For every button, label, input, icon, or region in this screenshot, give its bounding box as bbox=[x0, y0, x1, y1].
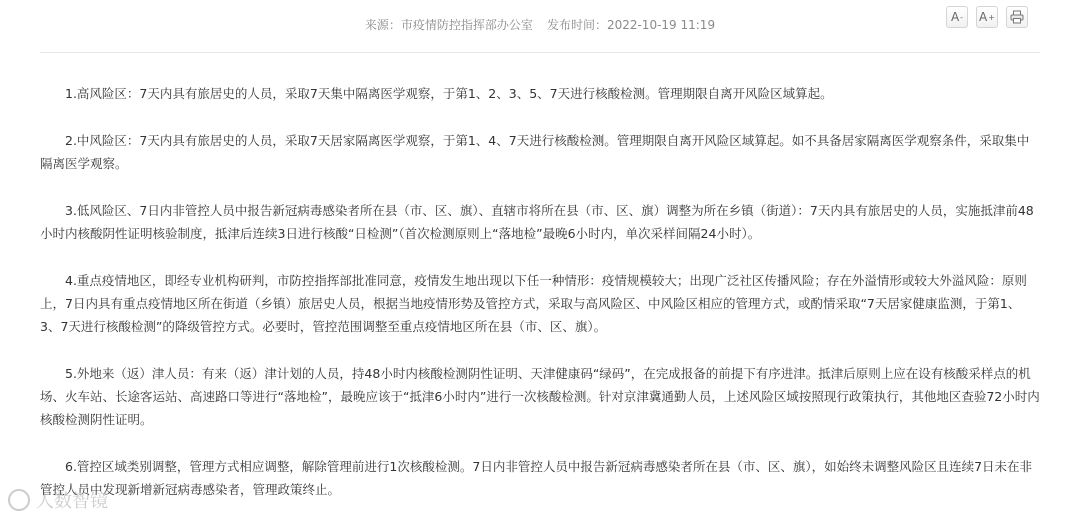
print-icon bbox=[1010, 10, 1024, 24]
paragraph-4: 4.重点疫情地区，即经专业机构研判，市防控指挥部批准同意，疫情发生地出现以下任一种情形：疫情规模较大；出现广泛社区传播风险；存在外溢情形或较大外溢风险：原则上，7日内具有重点疫情地区所在街道（乡镇）旅居史人员，根据当地疫情形势及管控方式，采取与高风险区、中风险区相应的管理方式，或酌情采取“7天居家健康监测，于第1、3、7天进行核酸检测”的降级管控方式。必要时，管控范围调整至重点疫情地区所在县（市、区、旗）。 bbox=[40, 273, 1027, 334]
paragraph-5: 5.外地来（返）津人员：有来（返）津计划的人员，持48小时内核酸检测阴性证明、天津健康码“绿码”，在完成报备的前提下有序进津。抵津后原则上应在设有核酸采样点的机场、火车站、长途客运站、高速路口等进行“落地检”，最晚应该于“抵津6小时内”进行一次核酸检测。针对京津冀通勤人员，上述风险区域按照现行政策执行，其他地区查验72小时内核酸检测阴性证明。 bbox=[40, 366, 1040, 427]
font-decrease-mark: - bbox=[960, 12, 964, 22]
watermark bbox=[8, 487, 108, 513]
font-decrease-label: A bbox=[950, 10, 960, 24]
font-increase-button[interactable] bbox=[976, 6, 998, 28]
watermark-logo-icon bbox=[8, 489, 30, 511]
paragraph-3: 3.低风险区、7日内非管控人员中报告新冠病毒感染者所在县（市、区、旗）、直辖市将所在县（市、区、旗）调整为所在乡镇（街道）：7天内具有旅居史的人员，实施抵津前48小时内核酸阴性证明核验制度，抵津后连续3日进行核酸“日检测”（首次检测原则上“落地检”最晚6小时内，单次采样间隔24小时）。 bbox=[40, 203, 1034, 241]
font-decrease-button[interactable] bbox=[946, 6, 968, 28]
article-tools bbox=[946, 6, 1028, 28]
font-increase-mark: + bbox=[988, 12, 995, 22]
watermark-text: 人数智镜 bbox=[36, 491, 108, 512]
print-button[interactable] bbox=[1006, 6, 1028, 28]
publish-time: 发布时间：2022-10-19 11:19 bbox=[546, 18, 716, 32]
font-increase-label: A bbox=[979, 10, 988, 24]
article-meta bbox=[40, 16, 1040, 33]
article-source: 来源：市疫情防控指挥部办公室 bbox=[364, 18, 533, 32]
paragraph-6: 6.管控区域类别调整，管理方式相应调整，解除管理前进行1次核酸检测。7日内非管控人员中报告新冠病毒感染者所在县（市、区、旗），如始终未调整风险区且连续7日未在非管控人员中发现新增新冠病毒感染者，管理政策终止。 bbox=[40, 459, 1033, 497]
article-body bbox=[40, 82, 1040, 525]
paragraph-1: 1.高风险区：7天内具有旅居史的人员，采取7天集中隔离医学观察，于第1、2、3、5、7天进行核酸检测。管理期限自离开风险区域算起。 bbox=[65, 86, 833, 101]
paragraph-2: 2.中风险区：7天内具有旅居史的人员，采取7天居家隔离医学观察，于第1、4、7天进行核酸检测。管理期限自离开风险区域算起。如不具备居家隔离医学观察条件，采取集中隔离医学观察。 bbox=[40, 133, 1030, 171]
article-meta-bar bbox=[40, 0, 1040, 53]
